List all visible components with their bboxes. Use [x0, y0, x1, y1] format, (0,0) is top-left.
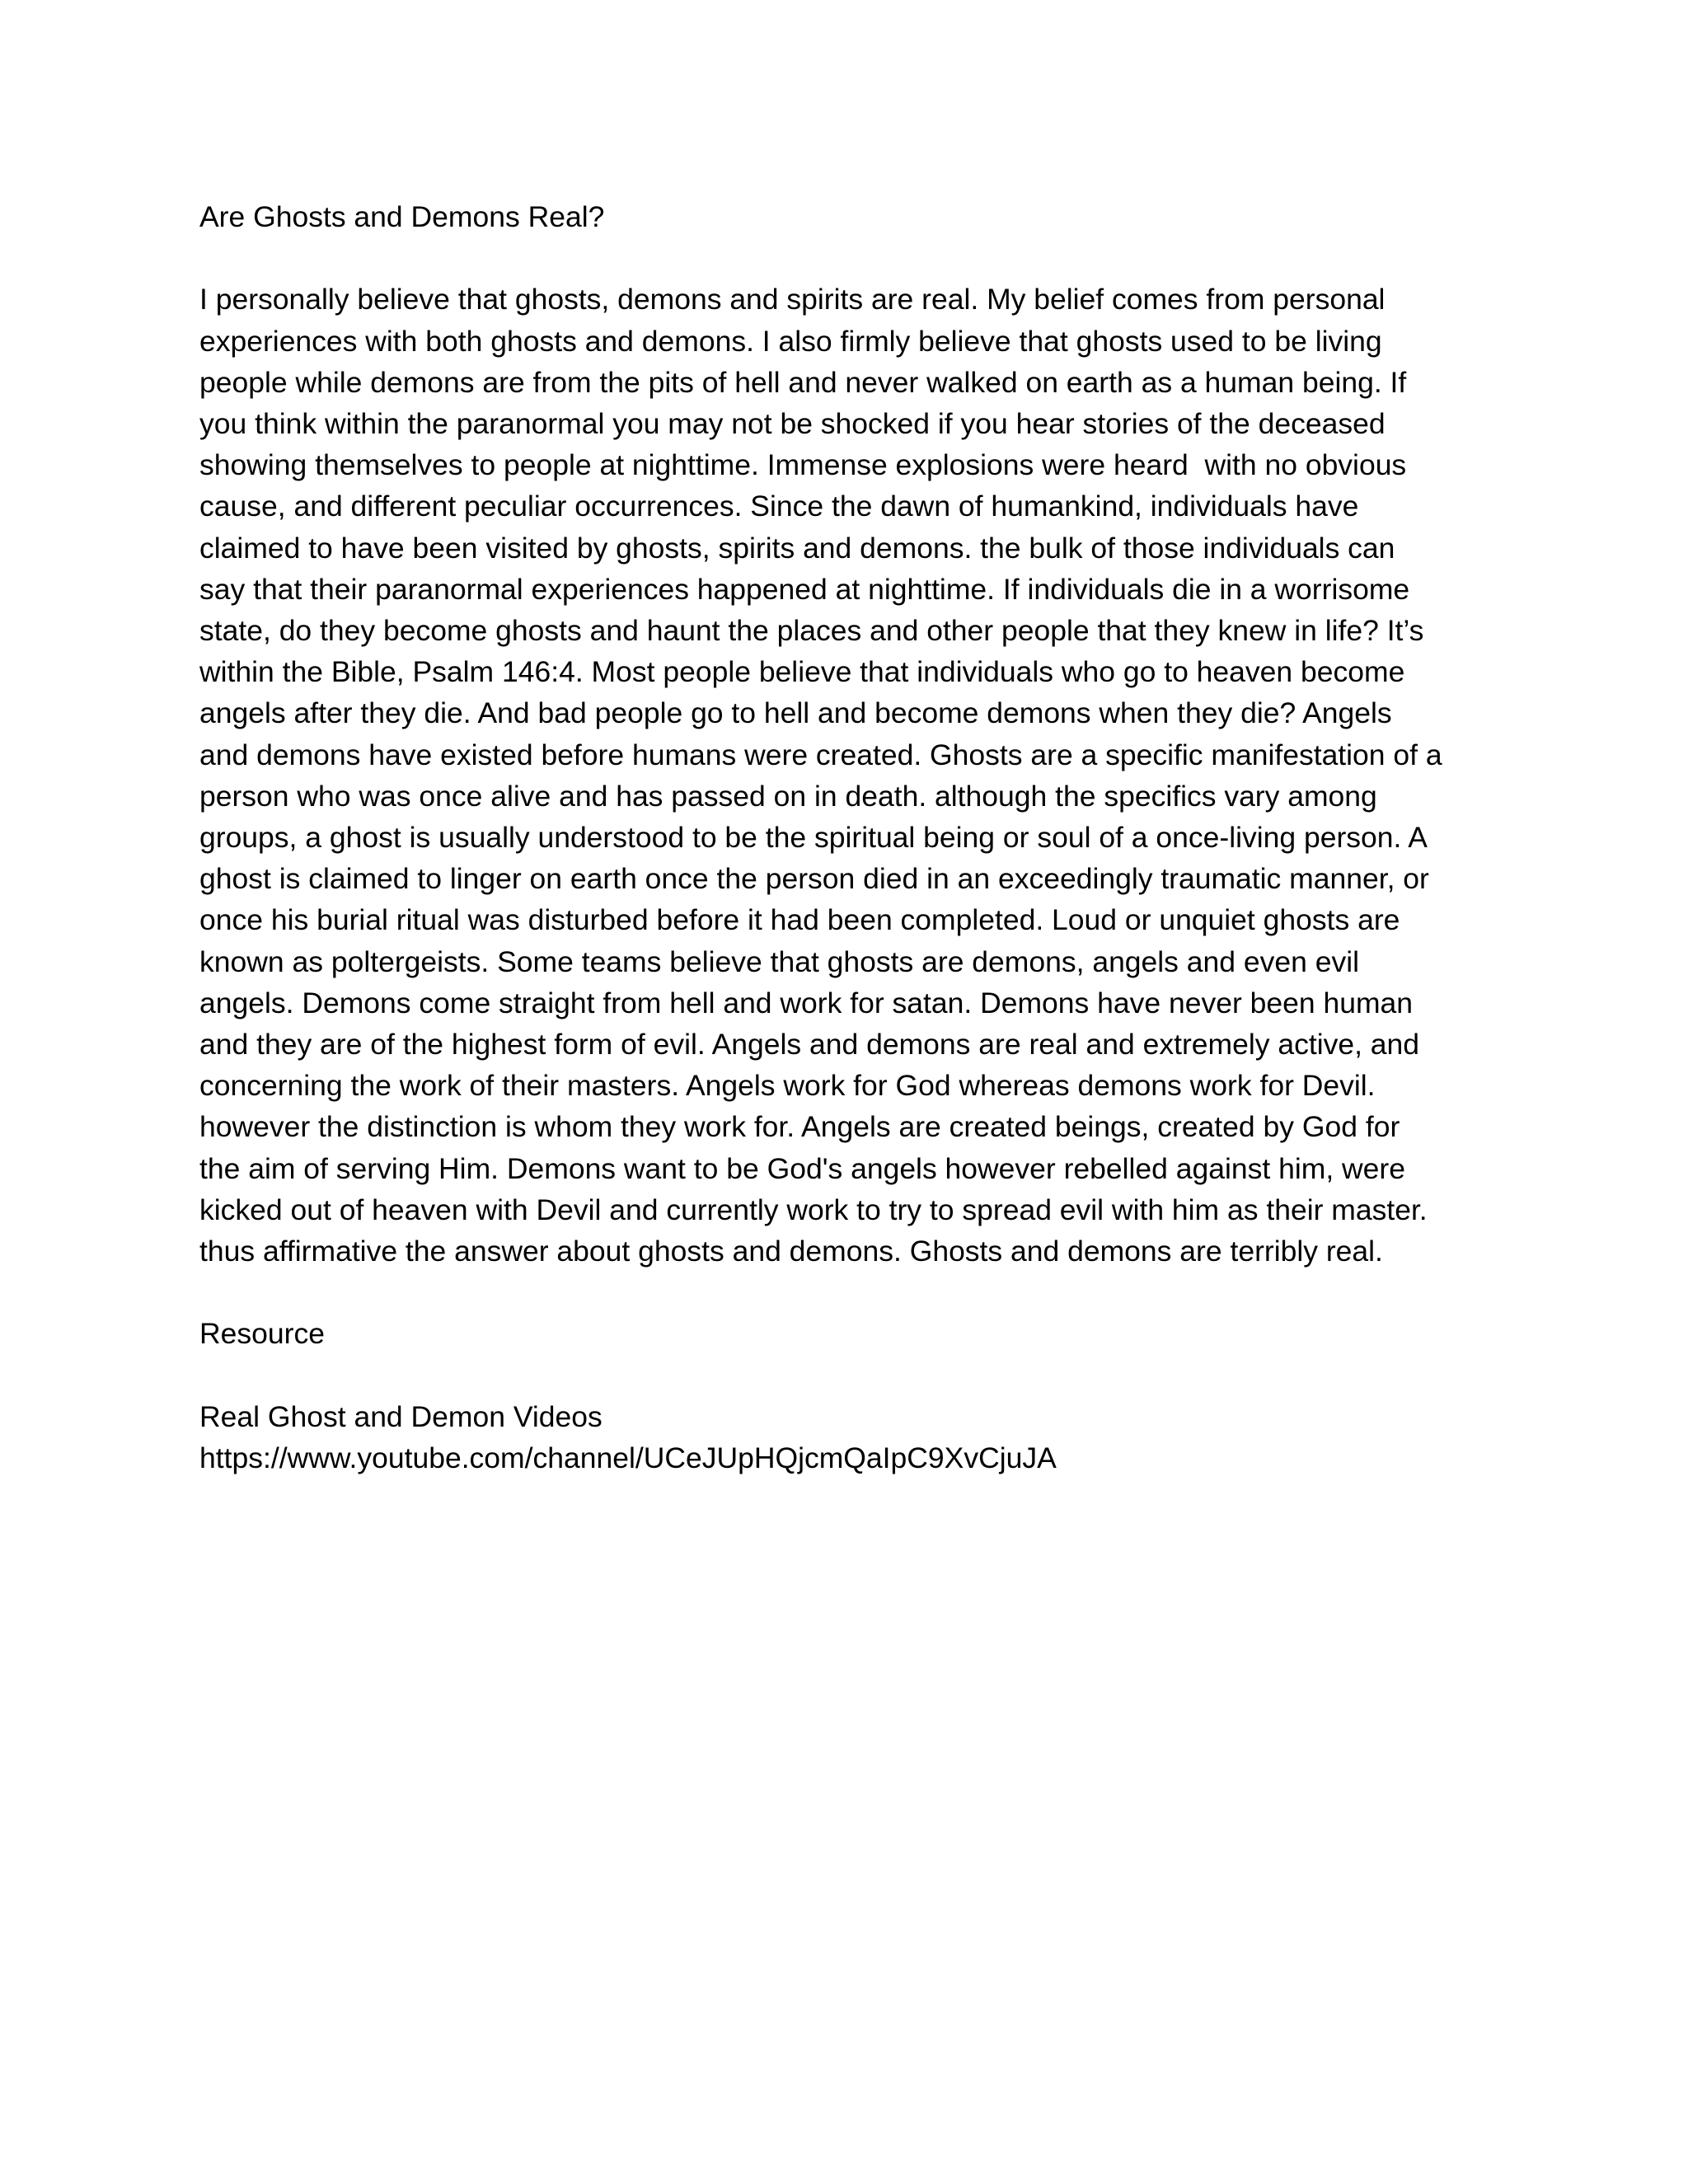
body-line: say that their paranormal experiences happened at nighttime. If individuals die in a worrisome	[199, 572, 1410, 606]
resource-link[interactable]: https://www.youtube.com/channel/UCeJUpHQjcmQaIpC9XvCjuJA	[199, 1441, 1057, 1475]
body-line: once his burial ritual was disturbed before it had been completed. Loud or unquiet ghosts are	[199, 903, 1400, 937]
body-line: you think within the paranormal you may not be shocked if you hear stories of the deceased	[199, 407, 1386, 440]
body-line: kicked out of heaven with Devil and currently work to try to spread evil with him as their master.	[199, 1193, 1428, 1226]
document-page	[199, 196, 1502, 1479]
body-line: I personally believe that ghosts, demons and spirits are real. My belief comes from personal	[199, 283, 1386, 316]
body-line: claimed to have been visited by ghosts, spirits and demons. the bulk of those individuals can	[199, 531, 1395, 565]
body-line: experiences with both ghosts and demons. I also firmly believe that ghosts used to be living	[199, 324, 1382, 358]
body-line: however the distinction is whom they work for. Angels are created beings, created by God for	[199, 1110, 1400, 1144]
body-line: angels after they die. And bad people go to hell and become demons when they die? Angels	[199, 696, 1392, 730]
body-line: thus affirmative the answer about ghosts and demons. Ghosts and demons are terribly real.	[199, 1235, 1383, 1268]
body-line: known as poltergeists. Some teams believe that ghosts are demons, angels and even evil	[199, 944, 1359, 978]
body-line: angels. Demons come straight from hell and work for satan. Demons have never been human	[199, 986, 1414, 1019]
body-line: cause, and different peculiar occurrences. Since the dawn of humankind, individuals have	[199, 490, 1359, 523]
body-line: and they are of the highest form of evil. Angels and demons are real and extremely active, and	[199, 1028, 1420, 1062]
body-line: showing themselves to people at nighttime. Immense explosions were heard with no obvious	[199, 448, 1407, 482]
body-line: state, do they become ghosts and haunt the places and other people that they knew in life? It’s	[199, 614, 1424, 648]
resource-heading: Resource	[199, 1317, 325, 1351]
body-line: ghost is claimed to linger on earth once the person died in an exceedingly traumatic manner, or	[199, 862, 1429, 896]
body-line: concerning the work of their masters. Angels work for God whereas demons work for Devil.	[199, 1069, 1376, 1103]
document-title: Are Ghosts and Demons Real?	[199, 200, 605, 233]
resource-entry	[199, 1396, 1502, 1479]
body-line: people while demons are from the pits of hell and never walked on earth as a human being. If	[199, 365, 1407, 399]
body-line: groups, a ghost is usually understood to be the spiritual being or soul of a once-living person. A	[199, 821, 1428, 855]
resource-title: Real Ghost and Demon Videos	[199, 1399, 603, 1433]
body-line: person who was once alive and has passed on in death. although the specifics vary among	[199, 779, 1377, 813]
body-line: the aim of serving Him. Demons want to be God's angels however rebelled against him, were	[199, 1151, 1405, 1185]
body-line: within the Bible, Psalm 146:4. Most people believe that individuals who go to heaven become	[199, 655, 1405, 689]
body-line: and demons have existed before humans were created. Ghosts are a specific manifestation of a	[199, 738, 1442, 771]
body-paragraph	[199, 279, 1502, 1272]
